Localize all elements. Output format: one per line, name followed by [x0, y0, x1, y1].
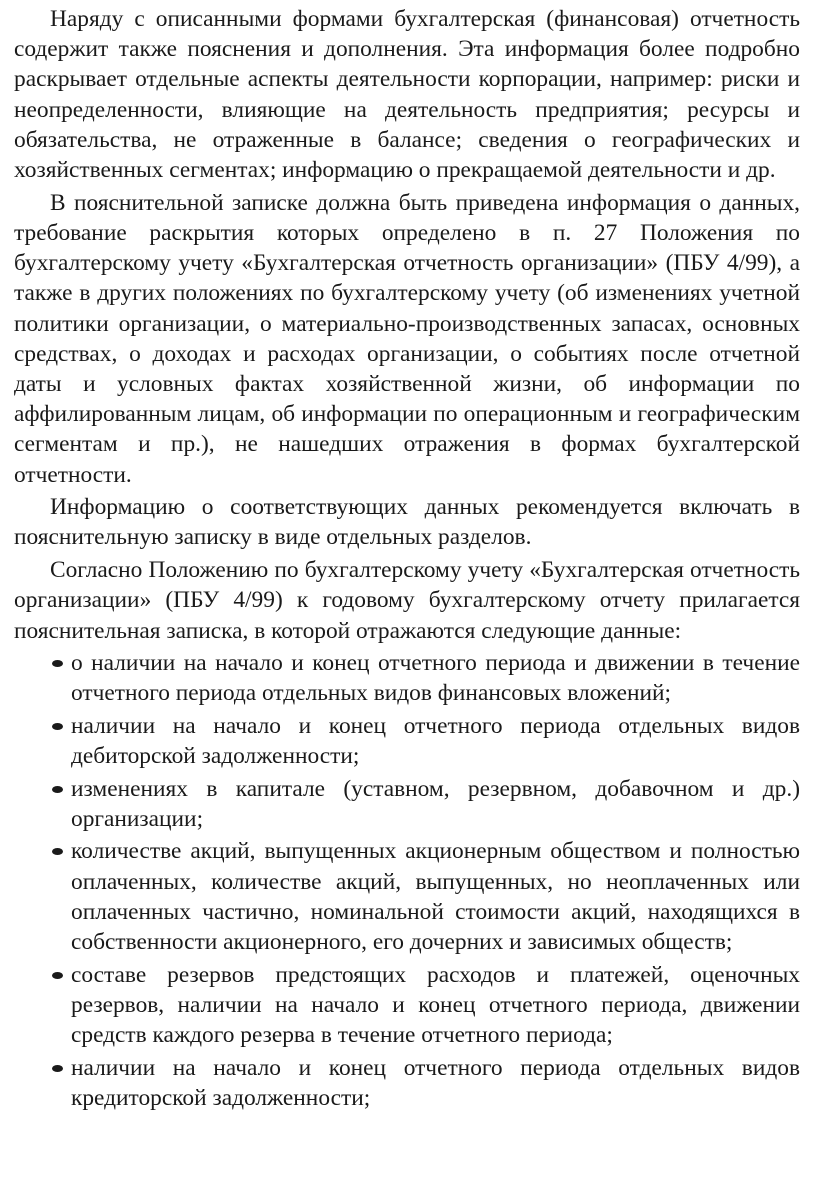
list-item-text: изменениях в капитале (уставном, резервном, добавочном и др.) организации;: [71, 775, 800, 832]
list-item: [14, 774, 800, 834]
list-item: [14, 960, 800, 1051]
bullet-dot-icon: [52, 660, 63, 667]
paragraph-pbu: Согласно Положению по бухгалтерскому учету «Бухгалтерская отчетность организации» (ПБУ 4/99) к годовому бухгалтерскому отчету прилагается пояснительная записка, в которой отражаются следующие данные:: [14, 557, 800, 644]
bullet-dot-icon: [52, 786, 63, 793]
list-item-text: количестве акций, выпущенных акционерным обществом и полностью оплаченных, количестве акций, выпущенных, но неоплаченных или оплаченных частично, номинальной стоимости акций, находящихся в собственности акционерного, его дочерних и зависимых обществ;: [71, 838, 800, 956]
list-item: [14, 836, 800, 957]
list-item-text: о наличии на начало и конец отчетного периода и движении в течение отчетного периода отдельных видов финансовых вложений;: [71, 649, 800, 706]
bullet-dot-icon: [52, 848, 63, 855]
bullet-list: [14, 648, 800, 1114]
list-item-text: составе резервов предстоящих расходов и платежей, оценочных резервов, наличии на начало и конец отчетного периода, движении средств каждого резерва в течение отчетного периода;: [71, 961, 800, 1049]
bullet-dot-icon: [52, 723, 63, 730]
list-item-text: наличии на начало и конец отчетного периода отдельных видов дебиторской задолженности;: [71, 712, 800, 769]
list-item: [14, 711, 800, 771]
list-item-text: наличии на начало и конец отчетного периода отдельных видов кредиторской задолженности;: [71, 1054, 800, 1112]
document-page: [14, 4, 800, 1116]
bullet-dot-icon: [52, 1065, 63, 1072]
paragraph-sections: Информацию о соответствующих данных рекомендуется включать в пояснительную записку в виде отдельных разделов.: [14, 494, 800, 551]
list-item: [14, 1053, 800, 1113]
list-item: [14, 648, 800, 708]
paragraph-intro: Наряду с описанными формами бухгалтерская (финансовая) отчетность содержит также пояснения и дополнения. Эта информация более подробно раскрывает отдельные аспекты деятельности корпорации, например: риски и неопределенности, влияющие на деятельность предприятия; ресурсы и обязательства, не отраженные в балансе; сведения о географических и хозяйственных сегментах; информацию о прекращаемой деятельности и др.: [14, 6, 800, 184]
bullet-dot-icon: [52, 972, 63, 979]
paragraph-explanatory-note: В пояснительной записке должна быть приведена информация о данных, требование раскрытия которых определено в п. 27 Положения по бухгалтерскому учету «Бухгалтерская отчетность организации» (ПБУ 4/99), а также в других положениях по бухгалтерскому учету (об изменениях учетной политики организации, о материально-производственных запасах, основных средствах, о доходах и расходах организации, о событиях после отчетной даты и условных фактах хозяйственной жизни, об информации по аффилированным лицам, об информации по операционным и географическим сегментам и пр.), не нашедших отражения в формах бухгалтерской отчетности.: [14, 189, 800, 488]
